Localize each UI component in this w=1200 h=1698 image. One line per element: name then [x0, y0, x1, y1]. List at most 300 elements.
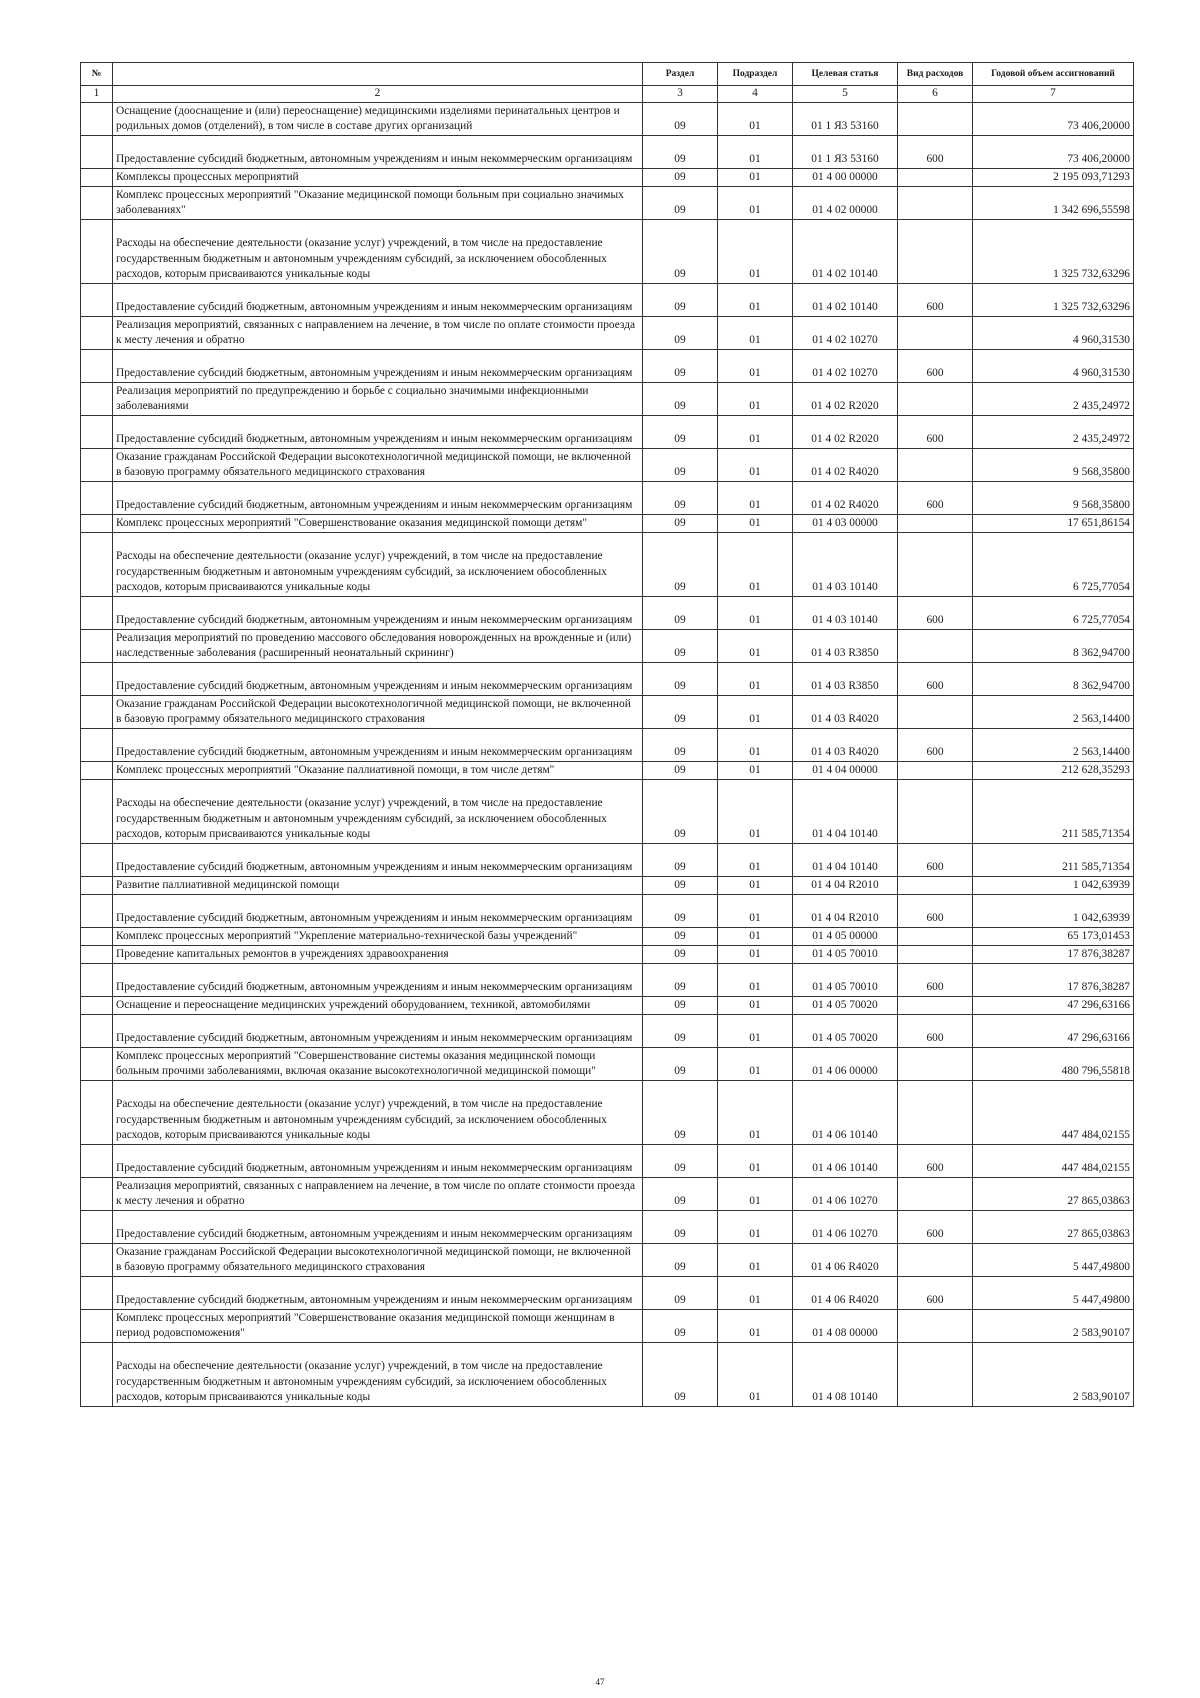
row-podrazdel: 01: [718, 876, 793, 894]
row-sum: 2 563,14400: [973, 728, 1134, 761]
row-podrazdel: 01: [718, 662, 793, 695]
row-name: Предоставление субсидий бюджетным, автономным учреждениям и иным некоммерческим организациям: [113, 481, 643, 514]
no-cell: [81, 481, 113, 514]
row-statya: 01 4 06 R4020: [793, 1276, 898, 1309]
row-vid: [898, 1177, 973, 1210]
row-sum: 2 563,14400: [973, 695, 1134, 728]
row-razdel: 09: [643, 1177, 718, 1210]
no-cell: [81, 135, 113, 168]
row-name: Предоставление субсидий бюджетным, автономным учреждениям и иным некоммерческим организациям: [113, 415, 643, 448]
row-name: Предоставление субсидий бюджетным, автономным учреждениям и иным некоммерческим организациям: [113, 1014, 643, 1047]
row-statya: 01 4 06 10270: [793, 1210, 898, 1243]
row-sum: 8 362,94700: [973, 662, 1134, 695]
row-statya: 01 4 03 00000: [793, 514, 898, 532]
row-sum: 73 406,20000: [973, 135, 1134, 168]
no-cell: [81, 843, 113, 876]
row-statya: 01 4 02 R4020: [793, 481, 898, 514]
row-razdel: 09: [643, 629, 718, 662]
row-podrazdel: 01: [718, 1047, 793, 1080]
row-sum: 212 628,35293: [973, 761, 1134, 779]
row-name: Комплекс процессных мероприятий "Совершенствование оказания медицинской помощи детям": [113, 514, 643, 532]
row-statya: 01 1 Я3 53160: [793, 135, 898, 168]
row-statya: 01 1 Я3 53160: [793, 102, 898, 135]
row-razdel: 09: [643, 186, 718, 219]
row-name: Расходы на обеспечение деятельности (оказание услуг) учреждений, в том числе на предоставление государственным бюджетным и автономным учреждениям субсидий, за исключением обособленных расходов, которым присваиваются уникальные коды: [113, 779, 643, 843]
row-name: Предоставление субсидий бюджетным, автономным учреждениям и иным некоммерческим организациям: [113, 728, 643, 761]
row-vid: 600: [898, 283, 973, 316]
table-row: [81, 316, 1134, 349]
row-razdel: 09: [643, 662, 718, 695]
row-name: Предоставление субсидий бюджетным, автономным учреждениям и иным некоммерческим организациям: [113, 349, 643, 382]
table-row: [81, 1276, 1134, 1309]
row-name: Оснащение и переоснащение медицинских учреждений оборудованием, техникой, автомобилями: [113, 996, 643, 1014]
row-vid: 600: [898, 1210, 973, 1243]
row-podrazdel: 01: [718, 135, 793, 168]
header-no: №: [81, 63, 113, 86]
no-cell: [81, 1080, 113, 1144]
table-row: [81, 481, 1134, 514]
header-vid: Вид расходов: [898, 63, 973, 86]
row-razdel: 09: [643, 1210, 718, 1243]
row-vid: [898, 945, 973, 963]
column-number: 1: [81, 86, 113, 103]
no-cell: [81, 761, 113, 779]
table-row: [81, 945, 1134, 963]
row-podrazdel: 01: [718, 728, 793, 761]
row-name: Реализация мероприятий по проведению массового обследования новорожденных на врожденные и (или) наследственные заболевания (расширенный неонатальный скрининг): [113, 629, 643, 662]
row-vid: 600: [898, 894, 973, 927]
row-podrazdel: 01: [718, 316, 793, 349]
row-name: Комплекс процессных мероприятий "Совершенствование оказания медицинской помощи женщинам в период родовспоможения": [113, 1309, 643, 1342]
row-podrazdel: 01: [718, 1210, 793, 1243]
row-podrazdel: 01: [718, 1309, 793, 1342]
table-row: [81, 219, 1134, 283]
row-statya: 01 4 05 70010: [793, 963, 898, 996]
row-podrazdel: 01: [718, 1080, 793, 1144]
table-row: [81, 894, 1134, 927]
row-podrazdel: 01: [718, 1177, 793, 1210]
row-vid: [898, 514, 973, 532]
row-statya: 01 4 06 10140: [793, 1080, 898, 1144]
no-cell: [81, 168, 113, 186]
row-razdel: 09: [643, 728, 718, 761]
table-row: [81, 168, 1134, 186]
row-razdel: 09: [643, 996, 718, 1014]
row-sum: 211 585,71354: [973, 779, 1134, 843]
row-statya: 01 4 08 00000: [793, 1309, 898, 1342]
row-vid: [898, 629, 973, 662]
row-sum: 2 435,24972: [973, 415, 1134, 448]
row-vid: [898, 219, 973, 283]
row-name: Расходы на обеспечение деятельности (оказание услуг) учреждений, в том числе на предоставление государственным бюджетным и автономным учреждениям субсидий, за исключением обособленных расходов, которым присваиваются уникальные коды: [113, 1342, 643, 1406]
row-razdel: 09: [643, 316, 718, 349]
row-razdel: 09: [643, 1342, 718, 1406]
table-row: [81, 662, 1134, 695]
row-podrazdel: 01: [718, 963, 793, 996]
row-sum: 1 042,63939: [973, 876, 1134, 894]
column-number: 5: [793, 86, 898, 103]
row-name: Расходы на обеспечение деятельности (оказание услуг) учреждений, в том числе на предоставление государственным бюджетным и автономным учреждениям субсидий, за исключением обособленных расходов, которым присваиваются уникальные коды: [113, 1080, 643, 1144]
row-podrazdel: 01: [718, 481, 793, 514]
no-cell: [81, 728, 113, 761]
no-cell: [81, 382, 113, 415]
no-cell: [81, 1014, 113, 1047]
row-statya: 01 4 02 10270: [793, 349, 898, 382]
row-razdel: 09: [643, 1309, 718, 1342]
row-sum: 17 651,86154: [973, 514, 1134, 532]
row-name: Расходы на обеспечение деятельности (оказание услуг) учреждений, в том числе на предоставление государственным бюджетным и автономным учреждениям субсидий, за исключением обособленных расходов, которым присваиваются уникальные коды: [113, 219, 643, 283]
table-row: [81, 102, 1134, 135]
row-vid: [898, 1080, 973, 1144]
no-cell: [81, 894, 113, 927]
row-statya: 01 4 04 R2010: [793, 876, 898, 894]
table-row: [81, 415, 1134, 448]
row-statya: 01 4 03 R4020: [793, 728, 898, 761]
row-vid: [898, 1047, 973, 1080]
row-razdel: 09: [643, 168, 718, 186]
no-cell: [81, 996, 113, 1014]
row-name: Комплекс процессных мероприятий "Оказание паллиативной помощи, в том числе детям": [113, 761, 643, 779]
row-sum: 1 325 732,63296: [973, 283, 1134, 316]
row-statya: 01 4 02 10140: [793, 283, 898, 316]
row-sum: 4 960,31530: [973, 349, 1134, 382]
row-vid: 600: [898, 728, 973, 761]
row-podrazdel: 01: [718, 761, 793, 779]
row-podrazdel: 01: [718, 927, 793, 945]
row-statya: 01 4 05 70020: [793, 996, 898, 1014]
no-cell: [81, 1177, 113, 1210]
row-name: Оказание гражданам Российской Федерации высокотехнологичной медицинской помощи, не включенной в базовую программу обязательного медицинского страхования: [113, 448, 643, 481]
row-vid: 600: [898, 662, 973, 695]
row-razdel: 09: [643, 415, 718, 448]
row-vid: [898, 532, 973, 596]
no-cell: [81, 1144, 113, 1177]
row-vid: [898, 316, 973, 349]
row-podrazdel: 01: [718, 596, 793, 629]
row-vid: 600: [898, 415, 973, 448]
row-razdel: 09: [643, 843, 718, 876]
no-cell: [81, 219, 113, 283]
no-cell: [81, 186, 113, 219]
row-sum: 2 435,24972: [973, 382, 1134, 415]
table-row: [81, 532, 1134, 596]
row-razdel: 09: [643, 481, 718, 514]
row-statya: 01 4 04 10140: [793, 779, 898, 843]
row-podrazdel: 01: [718, 629, 793, 662]
row-name: Комплекс процессных мероприятий "Совершенствование системы оказания медицинской помощи больным прочими заболеваниями, включая оказание высокотехнологичной медицинской помощи": [113, 1047, 643, 1080]
table-row: [81, 927, 1134, 945]
table-row: [81, 1243, 1134, 1276]
row-vid: 600: [898, 481, 973, 514]
row-name: Предоставление субсидий бюджетным, автономным учреждениям и иным некоммерческим организациям: [113, 843, 643, 876]
row-name: Предоставление субсидий бюджетным, автономным учреждениям и иным некоммерческим организациям: [113, 135, 643, 168]
row-razdel: 09: [643, 382, 718, 415]
row-sum: 17 876,38287: [973, 963, 1134, 996]
row-podrazdel: 01: [718, 1144, 793, 1177]
table-row: [81, 1177, 1134, 1210]
row-vid: [898, 168, 973, 186]
row-podrazdel: 01: [718, 349, 793, 382]
row-vid: 600: [898, 349, 973, 382]
row-razdel: 09: [643, 349, 718, 382]
row-vid: [898, 996, 973, 1014]
row-name: Комплекс процессных мероприятий "Оказание медицинской помощи больным при социально значимых заболеваниях": [113, 186, 643, 219]
table-row: [81, 1210, 1134, 1243]
row-statya: 01 4 05 70010: [793, 945, 898, 963]
no-cell: [81, 1309, 113, 1342]
no-cell: [81, 876, 113, 894]
row-name: Реализация мероприятий по предупреждению и борьбе с социально значимыми инфекционными заболеваниями: [113, 382, 643, 415]
row-sum: 4 960,31530: [973, 316, 1134, 349]
row-sum: 6 725,77054: [973, 532, 1134, 596]
row-name: Комплекс процессных мероприятий "Укрепление материально-технической базы учреждений": [113, 927, 643, 945]
header-name: [113, 63, 643, 86]
row-sum: 211 585,71354: [973, 843, 1134, 876]
row-name: Расходы на обеспечение деятельности (оказание услуг) учреждений, в том числе на предоставление государственным бюджетным и автономным учреждениям субсидий, за исключением обособленных расходов, которым присваиваются уникальные коды: [113, 532, 643, 596]
row-razdel: 09: [643, 695, 718, 728]
row-vid: 600: [898, 1014, 973, 1047]
row-name: Предоставление субсидий бюджетным, автономным учреждениям и иным некоммерческим организациям: [113, 596, 643, 629]
row-razdel: 09: [643, 1047, 718, 1080]
row-razdel: 09: [643, 779, 718, 843]
row-razdel: 09: [643, 894, 718, 927]
table-row: [81, 382, 1134, 415]
row-vid: [898, 779, 973, 843]
table-row: [81, 283, 1134, 316]
row-sum: 6 725,77054: [973, 596, 1134, 629]
row-razdel: 09: [643, 1144, 718, 1177]
row-statya: 01 4 08 10140: [793, 1342, 898, 1406]
page-number: 47: [595, 1677, 605, 1687]
column-number: 7: [973, 86, 1134, 103]
column-number: 4: [718, 86, 793, 103]
row-vid: 600: [898, 596, 973, 629]
row-name: Предоставление субсидий бюджетным, автономным учреждениям и иным некоммерческим организациям: [113, 1144, 643, 1177]
row-vid: 600: [898, 843, 973, 876]
table-row: [81, 514, 1134, 532]
row-name: Развитие паллиативной медицинской помощи: [113, 876, 643, 894]
row-razdel: 09: [643, 963, 718, 996]
row-sum: 1 342 696,55598: [973, 186, 1134, 219]
row-sum: 65 173,01453: [973, 927, 1134, 945]
row-statya: 01 4 02 R4020: [793, 448, 898, 481]
no-cell: [81, 1047, 113, 1080]
no-cell: [81, 532, 113, 596]
row-statya: 01 4 00 00000: [793, 168, 898, 186]
row-name: Реализация мероприятий, связанных с направлением на лечение, в том числе по оплате стоимости проезда к месту лечения и обратно: [113, 316, 643, 349]
row-vid: [898, 695, 973, 728]
row-podrazdel: 01: [718, 283, 793, 316]
no-cell: [81, 927, 113, 945]
row-name: Оснащение (дооснащение и (или) переоснащение) медицинскими изделиями перинатальных центров и родильных домов (отделений), в том числе в составе других организаций: [113, 102, 643, 135]
row-statya: 01 4 04 00000: [793, 761, 898, 779]
table-row: [81, 996, 1134, 1014]
row-name: Предоставление субсидий бюджетным, автономным учреждениям и иным некоммерческим организациям: [113, 963, 643, 996]
table-body: [81, 102, 1134, 1406]
row-razdel: 09: [643, 532, 718, 596]
row-statya: 01 4 03 R4020: [793, 695, 898, 728]
no-cell: [81, 102, 113, 135]
row-vid: 600: [898, 963, 973, 996]
row-name: Предоставление субсидий бюджетным, автономным учреждениям и иным некоммерческим организациям: [113, 283, 643, 316]
column-number: 2: [113, 86, 643, 103]
row-razdel: 09: [643, 1014, 718, 1047]
row-razdel: 09: [643, 1276, 718, 1309]
row-statya: 01 4 06 10270: [793, 1177, 898, 1210]
row-razdel: 09: [643, 219, 718, 283]
row-podrazdel: 01: [718, 448, 793, 481]
column-number: 3: [643, 86, 718, 103]
row-statya: 01 4 06 10140: [793, 1144, 898, 1177]
row-name: Оказание гражданам Российской Федерации высокотехнологичной медицинской помощи, не включенной в базовую программу обязательного медицинского страхования: [113, 695, 643, 728]
row-sum: 447 484,02155: [973, 1144, 1134, 1177]
row-statya: 01 4 03 10140: [793, 532, 898, 596]
row-sum: 447 484,02155: [973, 1080, 1134, 1144]
row-vid: [898, 186, 973, 219]
row-podrazdel: 01: [718, 186, 793, 219]
row-sum: 8 362,94700: [973, 629, 1134, 662]
row-razdel: 09: [643, 102, 718, 135]
budget-table: [80, 62, 1134, 1407]
row-podrazdel: 01: [718, 843, 793, 876]
row-sum: 47 296,63166: [973, 1014, 1134, 1047]
row-sum: 1 042,63939: [973, 894, 1134, 927]
row-sum: 2 195 093,71293: [973, 168, 1134, 186]
table-row: [81, 876, 1134, 894]
no-cell: [81, 1210, 113, 1243]
header-razdel: Раздел: [643, 63, 718, 86]
column-number: 6: [898, 86, 973, 103]
no-cell: [81, 945, 113, 963]
header-statya: Целевая статья: [793, 63, 898, 86]
table-row: [81, 596, 1134, 629]
row-statya: 01 4 06 R4020: [793, 1243, 898, 1276]
row-podrazdel: 01: [718, 1276, 793, 1309]
row-podrazdel: 01: [718, 779, 793, 843]
row-sum: 47 296,63166: [973, 996, 1134, 1014]
row-razdel: 09: [643, 283, 718, 316]
header-obem: Годовой объем ассигнований: [973, 63, 1134, 86]
row-name: Предоставление субсидий бюджетным, автономным учреждениям и иным некоммерческим организациям: [113, 894, 643, 927]
row-razdel: 09: [643, 945, 718, 963]
row-razdel: 09: [643, 1080, 718, 1144]
row-statya: 01 4 03 10140: [793, 596, 898, 629]
row-podrazdel: 01: [718, 894, 793, 927]
no-cell: [81, 514, 113, 532]
row-razdel: 09: [643, 876, 718, 894]
table-row: [81, 695, 1134, 728]
no-cell: [81, 596, 113, 629]
row-sum: 1 325 732,63296: [973, 219, 1134, 283]
table-row: [81, 349, 1134, 382]
row-vid: [898, 1243, 973, 1276]
row-statya: 01 4 06 00000: [793, 1047, 898, 1080]
row-razdel: 09: [643, 596, 718, 629]
no-cell: [81, 349, 113, 382]
no-cell: [81, 283, 113, 316]
row-sum: 73 406,20000: [973, 102, 1134, 135]
column-number-row: [81, 86, 1134, 103]
row-sum: 9 568,35800: [973, 448, 1134, 481]
table-row: [81, 1047, 1134, 1080]
row-name: Оказание гражданам Российской Федерации высокотехнологичной медицинской помощи, не включенной в базовую программу обязательного медицинского страхования: [113, 1243, 643, 1276]
table-row: [81, 186, 1134, 219]
row-podrazdel: 01: [718, 514, 793, 532]
row-podrazdel: 01: [718, 695, 793, 728]
row-podrazdel: 01: [718, 415, 793, 448]
table-row: [81, 1342, 1134, 1406]
row-name: Предоставление субсидий бюджетным, автономным учреждениям и иным некоммерческим организациям: [113, 662, 643, 695]
table-row: [81, 1080, 1134, 1144]
row-name: Предоставление субсидий бюджетным, автономным учреждениям и иным некоммерческим организациям: [113, 1210, 643, 1243]
row-statya: 01 4 03 R3850: [793, 662, 898, 695]
row-vid: [898, 1309, 973, 1342]
table-row: [81, 761, 1134, 779]
no-cell: [81, 662, 113, 695]
table-row: [81, 448, 1134, 481]
no-cell: [81, 963, 113, 996]
row-statya: 01 4 05 70020: [793, 1014, 898, 1047]
row-name: Реализация мероприятий, связанных с направлением на лечение, в том числе по оплате стоимости проезда к месту лечения и обратно: [113, 1177, 643, 1210]
no-cell: [81, 448, 113, 481]
row-podrazdel: 01: [718, 382, 793, 415]
no-cell: [81, 1243, 113, 1276]
row-name: Проведение капитальных ремонтов в учреждениях здравоохранения: [113, 945, 643, 963]
no-cell: [81, 695, 113, 728]
row-podrazdel: 01: [718, 219, 793, 283]
row-vid: [898, 448, 973, 481]
table-row: [81, 843, 1134, 876]
row-vid: [898, 927, 973, 945]
row-statya: 01 4 02 10270: [793, 316, 898, 349]
row-razdel: 09: [643, 761, 718, 779]
row-vid: [898, 382, 973, 415]
table-row: [81, 629, 1134, 662]
row-vid: [898, 1342, 973, 1406]
row-name: Комплексы процессных мероприятий: [113, 168, 643, 186]
table-row: [81, 728, 1134, 761]
no-cell: [81, 316, 113, 349]
row-statya: 01 4 04 R2010: [793, 894, 898, 927]
table-row: [81, 1309, 1134, 1342]
table-row: [81, 963, 1134, 996]
row-sum: 2 583,90107: [973, 1309, 1134, 1342]
table-header-row: [81, 63, 1134, 86]
row-vid: [898, 761, 973, 779]
no-cell: [81, 1276, 113, 1309]
row-podrazdel: 01: [718, 1014, 793, 1047]
table-row: [81, 1144, 1134, 1177]
row-sum: 5 447,49800: [973, 1276, 1134, 1309]
row-vid: [898, 876, 973, 894]
row-vid: [898, 102, 973, 135]
row-razdel: 09: [643, 135, 718, 168]
row-sum: 27 865,03863: [973, 1177, 1134, 1210]
no-cell: [81, 629, 113, 662]
row-podrazdel: 01: [718, 945, 793, 963]
row-sum: 5 447,49800: [973, 1243, 1134, 1276]
row-statya: 01 4 05 00000: [793, 927, 898, 945]
no-cell: [81, 415, 113, 448]
row-name: Предоставление субсидий бюджетным, автономным учреждениям и иным некоммерческим организациям: [113, 1276, 643, 1309]
table-row: [81, 135, 1134, 168]
row-statya: 01 4 02 R2020: [793, 382, 898, 415]
row-podrazdel: 01: [718, 168, 793, 186]
table-row: [81, 1014, 1134, 1047]
row-sum: 9 568,35800: [973, 481, 1134, 514]
no-cell: [81, 1342, 113, 1406]
row-statya: 01 4 02 00000: [793, 186, 898, 219]
